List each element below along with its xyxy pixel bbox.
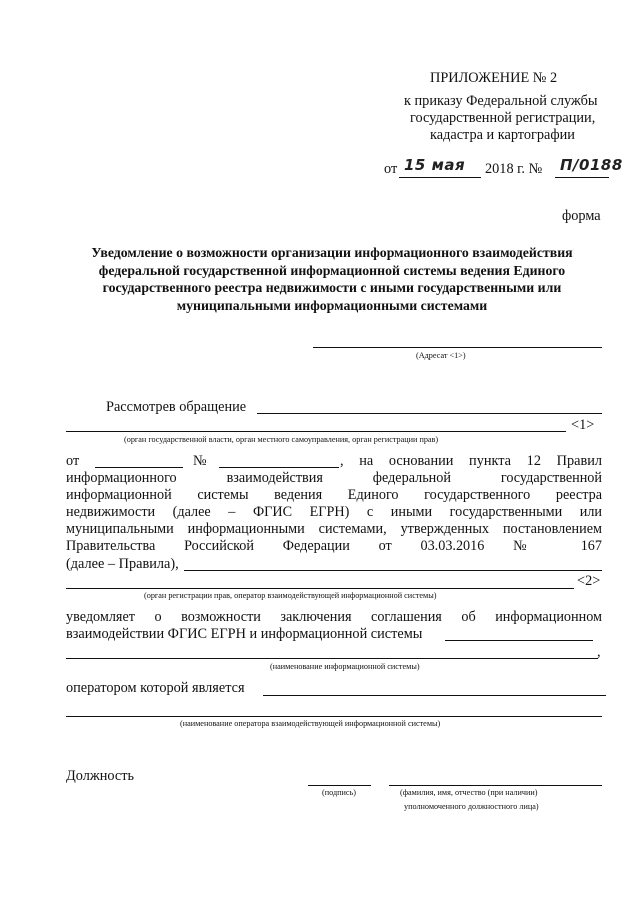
request-number-line bbox=[219, 467, 339, 468]
from-label: от bbox=[66, 453, 80, 469]
number-underline bbox=[555, 177, 609, 178]
signature-line bbox=[308, 785, 371, 786]
operator-organ-line bbox=[66, 588, 574, 589]
basis-text: , на основании пункта 12 Правил bbox=[340, 453, 602, 469]
comma-mark: , bbox=[597, 644, 601, 660]
addressee-line bbox=[313, 347, 602, 348]
from-date-line bbox=[95, 467, 183, 468]
full-name-caption-1: (фамилия, имя, отчество (при наличии) bbox=[400, 788, 538, 797]
organ-caption: (орган государственной власти, орган местного самоуправления, орган регистрации прав) bbox=[124, 435, 439, 444]
notifies-line-2: взаимодействии ФГИС ЕГРН и информационной системы bbox=[66, 626, 423, 642]
appendix-number: ПРИЛОЖЕНИЕ № 2 bbox=[430, 70, 558, 86]
operator-name-line bbox=[66, 716, 602, 717]
operator-organ-caption: (орган регистрации прав, оператор взаимодействующей информационной системы) bbox=[144, 591, 437, 600]
paragraph-line-3: недвижимости (далее – ФГИС ЕГРН) с иными государственными или bbox=[66, 504, 602, 520]
form-label: форма bbox=[562, 208, 601, 224]
considered-label: Рассмотрев обращение bbox=[106, 399, 247, 415]
info-system-line-2 bbox=[66, 658, 598, 659]
operator-label: оператором которой является bbox=[66, 680, 245, 696]
addressee-caption: (Адресат <1>) bbox=[416, 351, 466, 360]
info-system-line bbox=[445, 640, 593, 641]
operator-line bbox=[263, 695, 606, 696]
footnote-ref-1: <1> bbox=[571, 417, 595, 433]
order-reference: к приказу Федеральной службы bbox=[404, 93, 598, 109]
order-agency-line-2: кадастра и картографии bbox=[430, 127, 575, 143]
paragraph-line-5: Правительства Российской Федерации от 03.03.2016 № 167 bbox=[66, 538, 602, 554]
signature-caption: (подпись) bbox=[322, 788, 356, 797]
full-name-line bbox=[389, 785, 602, 786]
info-system-caption: (наименование информационной системы) bbox=[270, 662, 420, 671]
footnote-ref-2: <2> bbox=[577, 573, 601, 589]
rules-line bbox=[184, 570, 602, 571]
order-agency-line: государственной регистрации, bbox=[410, 110, 596, 126]
paragraph-line-1: информационного взаимодействия федеральной государственной bbox=[66, 470, 602, 486]
position-label: Должность bbox=[66, 768, 134, 784]
order-date-handwritten: 15 мая bbox=[404, 156, 466, 174]
full-name-caption-2: уполномоченного должностного лица) bbox=[404, 802, 539, 811]
rules-text: (далее – Правила), bbox=[66, 556, 179, 572]
document-title: Уведомление о возможности организации информационного взаимодействия федеральной государственной информационной системы ведения Единого государственного реестра недвижимости с иными государственными или муниципальными информационными системами bbox=[91, 245, 573, 313]
order-number-handwritten: П/0188 bbox=[560, 156, 623, 174]
notifies-line-1: уведомляет о возможности заключения соглашения об информационном bbox=[66, 609, 602, 625]
organ-line bbox=[66, 431, 566, 432]
order-date-prefix: от bbox=[384, 161, 398, 177]
date-underline bbox=[399, 177, 481, 178]
paragraph-line-2: информационной системы ведения Единого государственного реестра bbox=[66, 487, 602, 503]
request-line bbox=[257, 413, 602, 414]
paragraph-line-4: муниципальными информационными системами, утвержденных постановлением bbox=[66, 521, 602, 537]
number-label: № bbox=[193, 453, 207, 469]
operator-caption: (наименование оператора взаимодействующей информационной системы) bbox=[180, 719, 441, 728]
order-year-number: 2018 г. № bbox=[485, 161, 543, 177]
